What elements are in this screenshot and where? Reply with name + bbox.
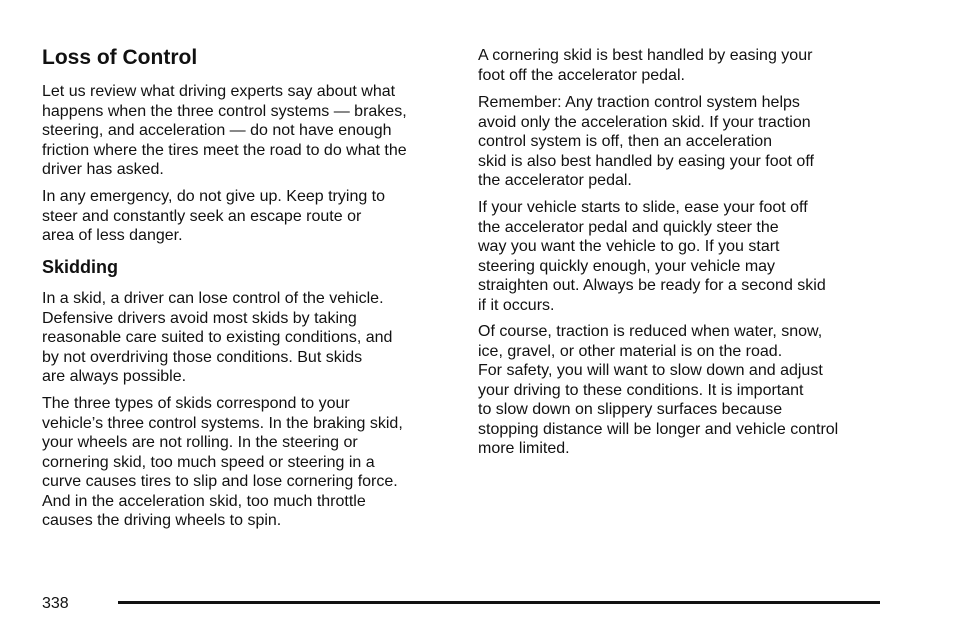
text-line: Of course, traction is reduced when water, snow, xyxy=(478,323,823,340)
text-line: steering, and acceleration — do not have enough xyxy=(42,122,392,139)
paragraph-road-conditions xyxy=(478,322,838,459)
text-line: by not overdriving those conditions. But skids xyxy=(42,348,363,366)
text-line: your driving to these conditions. It is important xyxy=(478,381,804,399)
text-line: steer and constantly seek an escape route or xyxy=(42,207,362,225)
text-line: happens when the three control systems — brakes, xyxy=(42,102,407,120)
paragraph-emergency xyxy=(42,187,385,246)
text-line: cornering skid, too much speed or steering in a xyxy=(42,453,375,471)
text-line: more limited. xyxy=(478,440,570,457)
text-line: steering quickly enough, your vehicle may xyxy=(478,257,776,275)
text-line: straighten out. Always be ready for a second skid xyxy=(478,277,826,294)
text-line: In a skid, a driver can lose control of the vehicle. xyxy=(42,290,384,307)
text-line: vehicle’s three control systems. In the braking skid, xyxy=(42,414,403,432)
text-line: And in the acceleration skid, too much throttle xyxy=(42,492,366,510)
paragraph-skid-types xyxy=(42,394,403,531)
text-line: the accelerator pedal. xyxy=(478,172,632,189)
text-line: For safety, you will want to slow down and adjust xyxy=(478,362,823,379)
text-line: foot off the accelerator pedal. xyxy=(478,66,685,84)
text-line: if it occurs. xyxy=(478,296,555,314)
text-line: In any emergency, do not give up. Keep trying to xyxy=(42,188,386,205)
text-line: curve causes tires to slip and lose cornering force. xyxy=(42,473,398,490)
subheading-skidding: Skidding xyxy=(42,257,118,277)
text-line: ice, gravel, or other material is on the road. xyxy=(478,342,783,360)
text-line: area of less danger. xyxy=(42,227,183,244)
text-line: are always possible. xyxy=(42,368,187,385)
text-line: A cornering skid is best handled by easing your xyxy=(478,47,813,64)
text-line: the accelerator pedal and quickly steer the xyxy=(478,218,779,236)
text-line: friction where the tires meet the road to do what the xyxy=(42,141,407,159)
text-line: Remember: Any traction control system helps xyxy=(478,94,800,111)
text-line: stopping distance will be longer and vehicle control xyxy=(478,420,839,438)
text-line: causes the driving wheels to spin. xyxy=(42,512,282,529)
text-line: to slow down on slippery surfaces because xyxy=(478,401,783,418)
text-line: Let us review what driving experts say about what xyxy=(42,83,396,100)
page-number: 338 xyxy=(42,595,69,612)
text-line: If your vehicle starts to slide, ease your foot off xyxy=(478,199,808,216)
text-line: driver has asked. xyxy=(42,161,164,178)
paragraph-intro xyxy=(42,82,407,180)
section-title: Loss of Control xyxy=(42,46,198,69)
text-line: The three types of skids correspond to your xyxy=(42,395,350,412)
text-line: your wheels are not rolling. In the steering or xyxy=(42,434,358,451)
text-line: way you want the vehicle to go. If you start xyxy=(478,238,780,255)
footer-rule xyxy=(118,601,880,604)
paragraph-slide xyxy=(478,198,826,315)
text-line: skid is also best handled by easing your foot off xyxy=(478,152,814,170)
text-line: avoid only the acceleration skid. If your traction xyxy=(478,113,811,131)
text-line: reasonable care suited to existing conditions, and xyxy=(42,329,393,346)
text-line: Defensive drivers avoid most skids by taking xyxy=(42,309,357,327)
paragraph-skid xyxy=(42,289,392,387)
paragraph-cornering xyxy=(478,46,812,85)
paragraph-traction-control xyxy=(478,93,814,191)
text-line: control system is off, then an acceleration xyxy=(478,133,773,150)
